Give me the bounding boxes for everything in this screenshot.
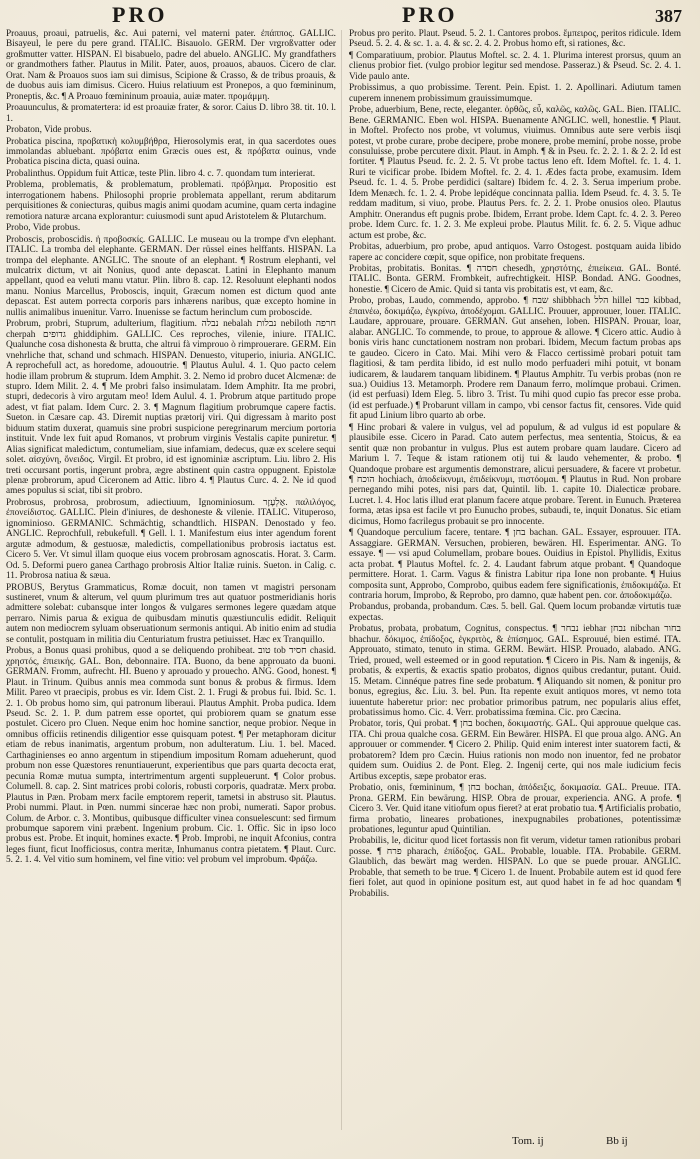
- entry-probrum: Probrum, probri, Stuprum, adulterium, flagitium. נבלה nebalah נבלות nebiloth חרפה cherpah גדופים ghiddiphim. GALLIC. Ces reproches, vilenie, iniure. ITALIC. Qualunche cosa dishonesta & brutta, che altrui fà vimprouo ò rimprouerare. GERM. Ein vnehrliche that, schand und schmach. HISPAN. Denuesto, vituperio, iniuria. ANGLIC. A reprochefull act, as horedome, adououtrie. ¶ Plautus Aulul. 4. 1. Quo pacto celem hodie illam probrum & stuprum. Idem Amphit. 3. 2. Nemo id probro ducet Alcmenæ: de stupro. Idem Milit. 2. 4. ¶ Me probri falso insimulatam. Idem Amphitr. Ita me probri, stupri, dedecoris à viro argutam meo! Idem Aulul. 4. 1. Probrum atque partitudo prope adest, vt fiat palam. Idem Curc. 2. 3. ¶ Magnum flagitium probrumque capere factis. Sueton. in Cæsare cap. 43. Diremit nuptias prætorij viri. Qui digressam à marito post biduum statim duxerat, quamuis sine probri suspicione peregrinarum mercium portoria instituit. Vnde lex fuit apud Romanos, vt probrum virginis Vestalis capite puniretur. ¶ Alias significat maledictum, contumeliam, siue infamiam, dedecus, quæ ex scelere sequi solet. αἰσχύνη, ὄνειδος. Virgil. Et probro, id est ignominiæ ascriptum. Liu. libro 2. His treti occursant portis, ingerunt probra, ægre abstinent quin castra oppugnent. Epistolæ plenæ probrorum, apud Ciceronem ad Attic. libro 4. ¶ Plautus Curc. 4. 2. Ne id quod ames populus si sciat, tibi sit probro.: [6, 319, 336, 497]
- entry-probator: Probator, toris, Qui probat. ¶ בחן bochen, δοκιμαστής. GAL. Qui approuue quelque cas. ITA. Chi proua qualche cosa. GERM. Ein Bewärer. HISPA. El que proua algo. ANG. An approuuer or commender. ¶ Cicero 2. Philip. Quid enim interest inter suatorem facti, & probatorem? Idem pro Cæcin. Huius rationis non modo non inuentor, fed ne probator quidem sum. Ouidius 2. de Pont. Eleg. 2. Ingenij certe, qui nos male iudicium fecis Artibus exceptis, sæpe probator eras.: [349, 719, 681, 782]
- signature-mark: Bb ij: [606, 1135, 628, 1147]
- entry-proboscis: Proboscis, proboscidis. ἡ προβοσκίς. GALLIC. Le museau ou la trompe d'vn elephant. ITALIC. La tromba del elephante. GERMAN. Der rüssel eines helffants. HISPAN. La trompa del elephante. ANGLIC. The snoute of an elephant. ¶ Rostrum elephanti, vel mulcatrix dictum, vt ait Nonius, quod ante depascat. Latini in Elephanto manum appellant, quod ea veluti manu vtatur. Plin. libro 8. cap. 12. Resoluunt elephanti nodos manu. Nonius Marcellus, Proboscis, inquit, Græcum nomen est dictum quod ante depascat. Est autem porrecta corporis pars inhærens naribus, quæ excepto homine in nullis animalibus inuenitur. Varro. Inuenisse se factum herinclum cum proboscide.: [6, 234, 336, 318]
- entry-probior: ¶ Comparatiuum, probior. Plautus Moftel. sc. 2. 4. 1. Plurima interest prorsus, quum an clienus probior fiet. (vulgo probior legitur sed mendose. Passeraz.) & Pseud. Sc. 2. 4. 1. Vide paulo ante.: [349, 50, 681, 82]
- entry-probatica: Probatica piscina, προβατικὴ κολυμβήθρα, Hierosolymis erat, in qua sacerdotes oues immolandas abluebant. πρόβατα enim Græcis oues est, & πρόβατα ouinus, vnde Probatica piscina dicta, quasi ouina.: [6, 136, 336, 168]
- entry-probandus: Probandus, probanda, probandum. Cæs. 5. bell. Gal. Quem locum probandæ virtutis tuæ expectas.: [349, 602, 681, 623]
- entry-probiter: Probitas, aduerbium, pro probe, apud antiquos. Varro Ostogest. postquam auida libido rapere ac concidere cœpit, sque opifice, non probitate frequens.: [349, 242, 681, 263]
- entry-proauus: Proauus, proaui, patruelis, &c. Aui paterni, vel materni pater. ἐπάππος. GALLIC. Bisayeul, le pere du pere grand. ITALIC. Bisauolo. GERM. Der vrgroßvatter oder großmutter vatter. HISPAN. El bisabuelo, padre del abuelo. ANGLIC. My grandfathers or grandmothers father. Plautus in Milit. Pater, auos, proauos, abauos. Cicero de clar. Orat. Nam & Proauos suos iam sui dimisus, Scipione & Crasso, & de tribus proauis, & de duobus auis iam dimisus. Cicero. Huius relatiuum est Pronepos, a quo fœmininum, Proneptis, &c. ¶ A Proauo fœmininum proauia, auiæ mater. προμάμμη.: [6, 29, 336, 102]
- entry-probatus: Probatus, probata, probatum, Cognitus, conspectus. ¶ נבחר iebhar נבחן nibchan בחור bhachur. δόκιμος, ἐπίδοξος, ἐγκριτὸς, & ἐπίσημος. GAL. Esprouué, bien estimé. ITA. Approuato, stimato, tenuto in stima. GERM. Bewärt. HISP. Prouado, alabado. ANG. Tried, proued, well esteemed or in good reputation. ¶ Cicero in Pis. Nam & ingenijs, & probatis, & expertis, & exactis spatio probatos, dignos quibus credantur, putant. Ouid. 15. Metam. Cinnéque patres fine sede probatum. ¶ Aliquando sit nomen, & ponitur pro bonus, egregius, &c. Liu. 3. bel. Pun. Ita repente exuit antiquos mores, vt nemo tota iuuentute haberetur prior: nec probatior primoribus patrum, nec popularis alius effet, probatissimus homo. Cic. 4. Verr. probatissima fœmina. Cic. pro Cæcina.: [349, 624, 681, 718]
- page-number: 387: [655, 6, 682, 26]
- entry-probatio: Probatio, onis, fœmininum, ¶ בחן bochan, ἀπόδειξις, δοκιμασία. GAL. Preuue. ITA. Prona. GERM. Ein bewärung. HISP. Obra de prouar, experiencia. ANG. A profe. ¶ Cicero 3. Ver. Quid itane vitiofum opus fieret? at erat probatio tua. ¶ Artificialis probatio, firma probatio, lineares probationes, inexpugnabiles probationes, potentissimæ probationes, leguntur apud Quintilian.: [349, 783, 681, 835]
- entry-probissimus: Probissimus, a quo probissime. Terent. Pein. Epist. 1. 2. Apollinari. Adiutum tamen cuperem innenem probissimum grauissimumque.: [349, 83, 681, 104]
- entry-probus-perito: Probus pro perito. Plaut. Pseud. 5. 2. 1. Cantores probos. ἔμπειρος, peritos ridicule. Idem Pseud. 5. 2. 4. & sc. 1. a. 4. & sc. 2. 4. 2. Probus homo eft, si rationes, &c.: [349, 29, 681, 50]
- entry-proauunculus: Proauunculus, & promatertera: id est proauiæ frater, & soror. Caius D. libro 38. tit. 10. l. 1.: [6, 103, 336, 124]
- entry-probo-vulgus: ¶ Hinc probari & valere in vulgus, vel ad populum, & ad vulgus id est populare & plausibile esse. Cicero in Parad. Cato autem perfectus, mea sententia, Stoicus, & ea sentit quæ non probantur in vulgus. Plus est autem probare quam laudare. Cicero ad Marium l. 7. Teque & istam rationem otij tui & laudo vehementer, & probo. ¶ Quandoque probare est argumentis demonstrare, alicui persuadere, & facere vt probetur. ¶ הוכח hochiach, ἀποδείκνυμι, ἐπιδείκνυμι, πιστόομαι. ¶ Plautus in Rud. Non probare pernegando mihi potes, nisi pars dat, Quintil. lib. 1. capite 10. Dialecticæ probare. Lucret. l. 4. Hoc latis illud erat planum facere atque probare. Terent. in Eunuch. Præterea forma, ætas ipsa est facile vt pro Eunucho probes, subaudi, te, inquit Donatus. Sic etiam dicimus, Homo facrilegus probauit se pro innocente.: [349, 422, 681, 527]
- column-divider: [341, 30, 342, 1130]
- entry-probo-ref: Probo, Vide probus.: [6, 223, 81, 234]
- right-column: [349, 28, 681, 1133]
- entry-probabilis: Probabilis, le, dicitur quod licet fortassis non fit verum, videtur tamen rationibus probari posse. ¶ פרח pharach, ἐπίδοξος. GAL. Probable, louable. ITA. Probabile. GERM. Glaublich, das bewärt mag werden. HISPAN. Lo que se puede prouar. ANGLIC. Probable, that semeth to be true. ¶ Cicero 1. de Inuent. Probabile autem est id quod fere fieri folet, aut quod in opinione positum est, aut quod habet in fe ad hoc quandam ¶ Probabilis.: [349, 836, 681, 899]
- entry-probe: Probe, aduerbium, Bene, recte, eleganter. ὀρθῶς, εὖ, καλῶς, καλῶς. GAL. Bien. ITALIC. Bene. GERMANIC. Eben wol. HISPA. Buenamente ANGLIC. well, honestlie. ¶ Plaut. in Moftel. Profecto nos probe, vt volumus, viuimus. Omnibus aute sere verbis iisqi potest, vt probe curare, probe decipere, probe monere, probe meminí, probe nosse, probe consuluisse, probe percutere dixit. Plaut. in Amph. ¶ & in Pseu. fc. 2. 2. 1. & 2. 2. Id est fortiter. ¶ Plautus Pseud. fc. 2. 2. 5. Vt probe tactus leno eft. Idem Moftel. fc. 1. 4. 1. Ruri te vicificar probe. Ibidem Moftel. fc. 2. 4. 1. Ædes facta probe, examusim. Idem Pseud. fc. 1. 4. 5. Probe perdidici (saltare) Ibidem fc. 4. 2. 3. Serua imperium probe. Idem Menæch. fc. 1. 2. 4. Probe lepidéque concinnata pallia. Idem Pseud. fc. 4. 3. 5. Te reddam maditum, si viuo, probe. Plautus Pers. fc. 2. 2. 1. Probe onusios oleo. Plautus Amphitr. Onerandus eft pugnis probe. Ibidem, Errant probe. Idem Capt. fc. 4. 2. 3. Pereo probe. Idem Curc. fc. 1. 2. 3. Me expleui probe. Plautus Milit. fc. 6. 2. 5. Vique adhuc actum est probe, &c.: [349, 105, 681, 241]
- entry-probitas: Probitas, probitatis. Bonitas. ¶ חסדה chesedh, χρηστότης, ἐπιείκεια. GAL. Bonté. ITALIC. Bonta. GERM. Frombkeit, aufrechtigkeit. HISP. Bondad. ANG. Goodnes, honestie. ¶ Cicero de Amic. Quid si tanta vis probitatis est, vt eam, &c.: [349, 263, 681, 295]
- entry-probrosus: Probrosus, probrosa, probrosum, adiectiuum, Ignominiosum. אַלְעָזָר. παλιλόγος, ἐπονείδιστος. GALLIC. Plein d'iniures, de deshoneste & vilenie. ITALIC. Vituperoso, ignominioso. GERMANIC. Schmächtig, schandtlich. HISPAN. Denostado y feo. ANGLIC. Reprochfull, rebukefull. ¶ Gell. l. 1. Manifestum eius inter agendum forent argutæ admodum, & gestuosæ, maledictis, compellationibus probrosis iactatus est. Cicero 5. Ver. Vt simul illam quoque eius vocem probrosam agnoscatis. Horat. 3. Carm. Od. 5. Deformi puero ganea Carthago probrosis Altior Italiæ ruinis. Sueton. in Calig. c. 11. Probrosa natiua & sæua.: [6, 497, 336, 582]
- entry-probo: Probo, probas, Laudo, commendo, approbo. ¶ שבח shibbhach הלל hillel כבד kibbad, ἐπαινέω, δοκιμάζω, ἐγκρίνω, ἀποδέχομαι. GALLIC. Prouuer, approuuer, louer. ITALIC. Laudare, approuare, prouare. GERMAN. Gut ansehen, loben. HISPAN. Prouar, loar, alabar. ANGLIC. To commende, to proue, to approue & allowe. ¶ Cicero attic. Audio à bonis viris hanc cunctationem nostram non probari. Ibidem, Mecum factum probas aps te gaudeo. Cicero in Cato. Mai. Mihi vero & Flacco certissimè probari potuit tam flagitiosi, & tam perdita libido, id est nullo modo perfuaderi mihi potuit, vt bonam iudicarem, & laudarem tanquam libidinem. ¶ Plautus Amphitr. Tu verbis probas (non re sua.) Ouidius 13. Metamorph. Prodere rem Danaum ferro, molímque probaui. Crimen. (id est perfuasi) Idem Eleg. 5. libro 3. Trist. Tu mihi quod cupio fas precor esse proba. (id est perfuade.) ¶ Probarunt villam in campo, vbi censor factus fit, censores. Vide quid fit apud Linium libro quarto ab orbe.: [349, 296, 681, 422]
- volume-mark: Tom. ij: [512, 1135, 544, 1147]
- running-head-left: PRO: [112, 2, 168, 27]
- entry-probo-tentare: ¶ Quandoque perculium facere, tentare. ¶ בחן bachan. GAL. Essayer, esprouuer. ITA. Assaggiare. GERMAN. Versuchen, probieren, bewären. HI. Esperimentar. ANG. To essaye. ¶ — vsi apud Columellam, probare boues. Ouidius in Epistol. Phyllidis, Exitus acta probat. ¶ Plautus Moftel. fc. 2. 4. Laudant fabrum atque probant. ¶ Quandoque permittere. Horat. 1. Carm. Vagus & finistra Labitur ripa Ione non probante. ¶ Huius composita sunt, Approbo, Comprobo, quibus eadem fere significationis, ἐπιδοκιμάζω. Et contraria horum, Improbo, & Reprobo, pro damno, quæ habent pen. cor. ἀποδοκιμάζω.: [349, 528, 681, 602]
- running-head: [0, 2, 700, 28]
- entry-probus: Probus, a Bonus quasi prohibus, quod a se deliquendo prohibeat. טוב tob חסיד chasid. χρηστός, ἐπιεικής. GAL. Bon, debonnaire. ITA. Buono, da bene approuato da buoni. GERMAN. Fromm, aufrecht. HI. Bueno y aprouado y prouecho. ANG. Good, honest. ¶ Plaut. in Trinum. Quibus annis mea commoda sunt bonus & probus & firmus. Idem Milit. Pareo vt praecipis, probus es vir. Idem Cist. 2. 1. Frugi & probus fui. Ibid. Sc. 1. 2. 1. Ob probus homo sim, qui patronum liberaui. Plautus Amphit. Proba pudica. Idem Pseud. Sc. 2. 1. P. dum patrem esse oportet, qui probiorem quam se gnatum esse postulet. Cicero pro Cluen. Neque enim hoc homine sanctior, neque probior. Neque in omnibus officiis retinendis diligentior esse quisquam potest. ¶ Per metaphoram dicitur etiam de rebus inanimatis, argentum probum, non adulteratum. Liu. 1. bel. Maced. Carthaginienses eo anno argentum in stipendium impositum Romam adueherunt, quod probum non esse Quæstores renuntiauerunt, experientibus que pars quarta decocta erat, pecunia Romæ mutua sumpta, intertrimentum argenti suppleuerunt. ¶ Color probus. Columell. 8. cap. 2. Sint matrices probi coloris, robusti corporis, quadratæ. Merx probα. Plautus in Pæn. Probam merx facile emptorem reperit, tametsi in abstruso sit. Plautus. Probi nummi. Plaut. in Pœn. nummi sincerae hæc non probi, numerati. Sapor probus. Colum. de Arbor. c. 3. Montibus, quibusque difficulter vinea consuelescunt: sed firmum probumque saporem vini præbent. Ingenium probum. Cic. 1. Offic. Sic in ipso loco probus est. Probe. Et inquit, homines exacte. ¶ Prob. Improbi, ne inquit Afconius, contra leges fiunt, ficut Inofficiosus, contra meritæ, Inhumanus contra pietatem. ¶ Plaut. Curc. 5. 2. 1. 4. Vel vitio sum hominem, vel fine vitio: vel probum vel improbum. Φράζω.: [6, 646, 336, 866]
- left-column: [6, 28, 336, 1133]
- entry-problema: Problema, problematis, & problematum, problemati. πρόβλημα. Propositio est interrogationem habens. Philosophi proprie problemata appellant, rerum abditarum perquisitiones & coniecturas, quibus magis animi quodam acumine, quam certa indagine remotiora naturæ arcana explorantur: cuiusmodi sunt apud Aristotelem & Plutarchum.: [6, 180, 336, 222]
- running-head-right: PRO: [402, 2, 458, 27]
- page-footer: [0, 1135, 700, 1151]
- entry-probalinthus: Probalinthus. Oppidum fuit Atticæ, teste Plin. libro 4. c. 7. quondam tum interierat.: [6, 168, 316, 179]
- entry-probaton: Probaton, Vide probus.: [6, 125, 92, 136]
- entry-probus-grammaticus: PROBUS, Berytus Grammaticus, Romæ docuit, non tamen vt magistri personam sustineret, vnum & alterum, vel quum plurimum tres aut quatuor postmeridianis horis admittere solebat: cubansque inter longos & vulgares sermones legere quædam atque perraro. Nimis parua & exigua de quibusdam minutis quæstiunculis edidit. Reliquit autem non mediocrem syluam obseruationum sermonis antiqui. Ab initio enim ad studia se contulit, postquam in militia diu Centuriatum frustra petiuisset. Hæc ex Tranquillo.: [6, 582, 336, 645]
